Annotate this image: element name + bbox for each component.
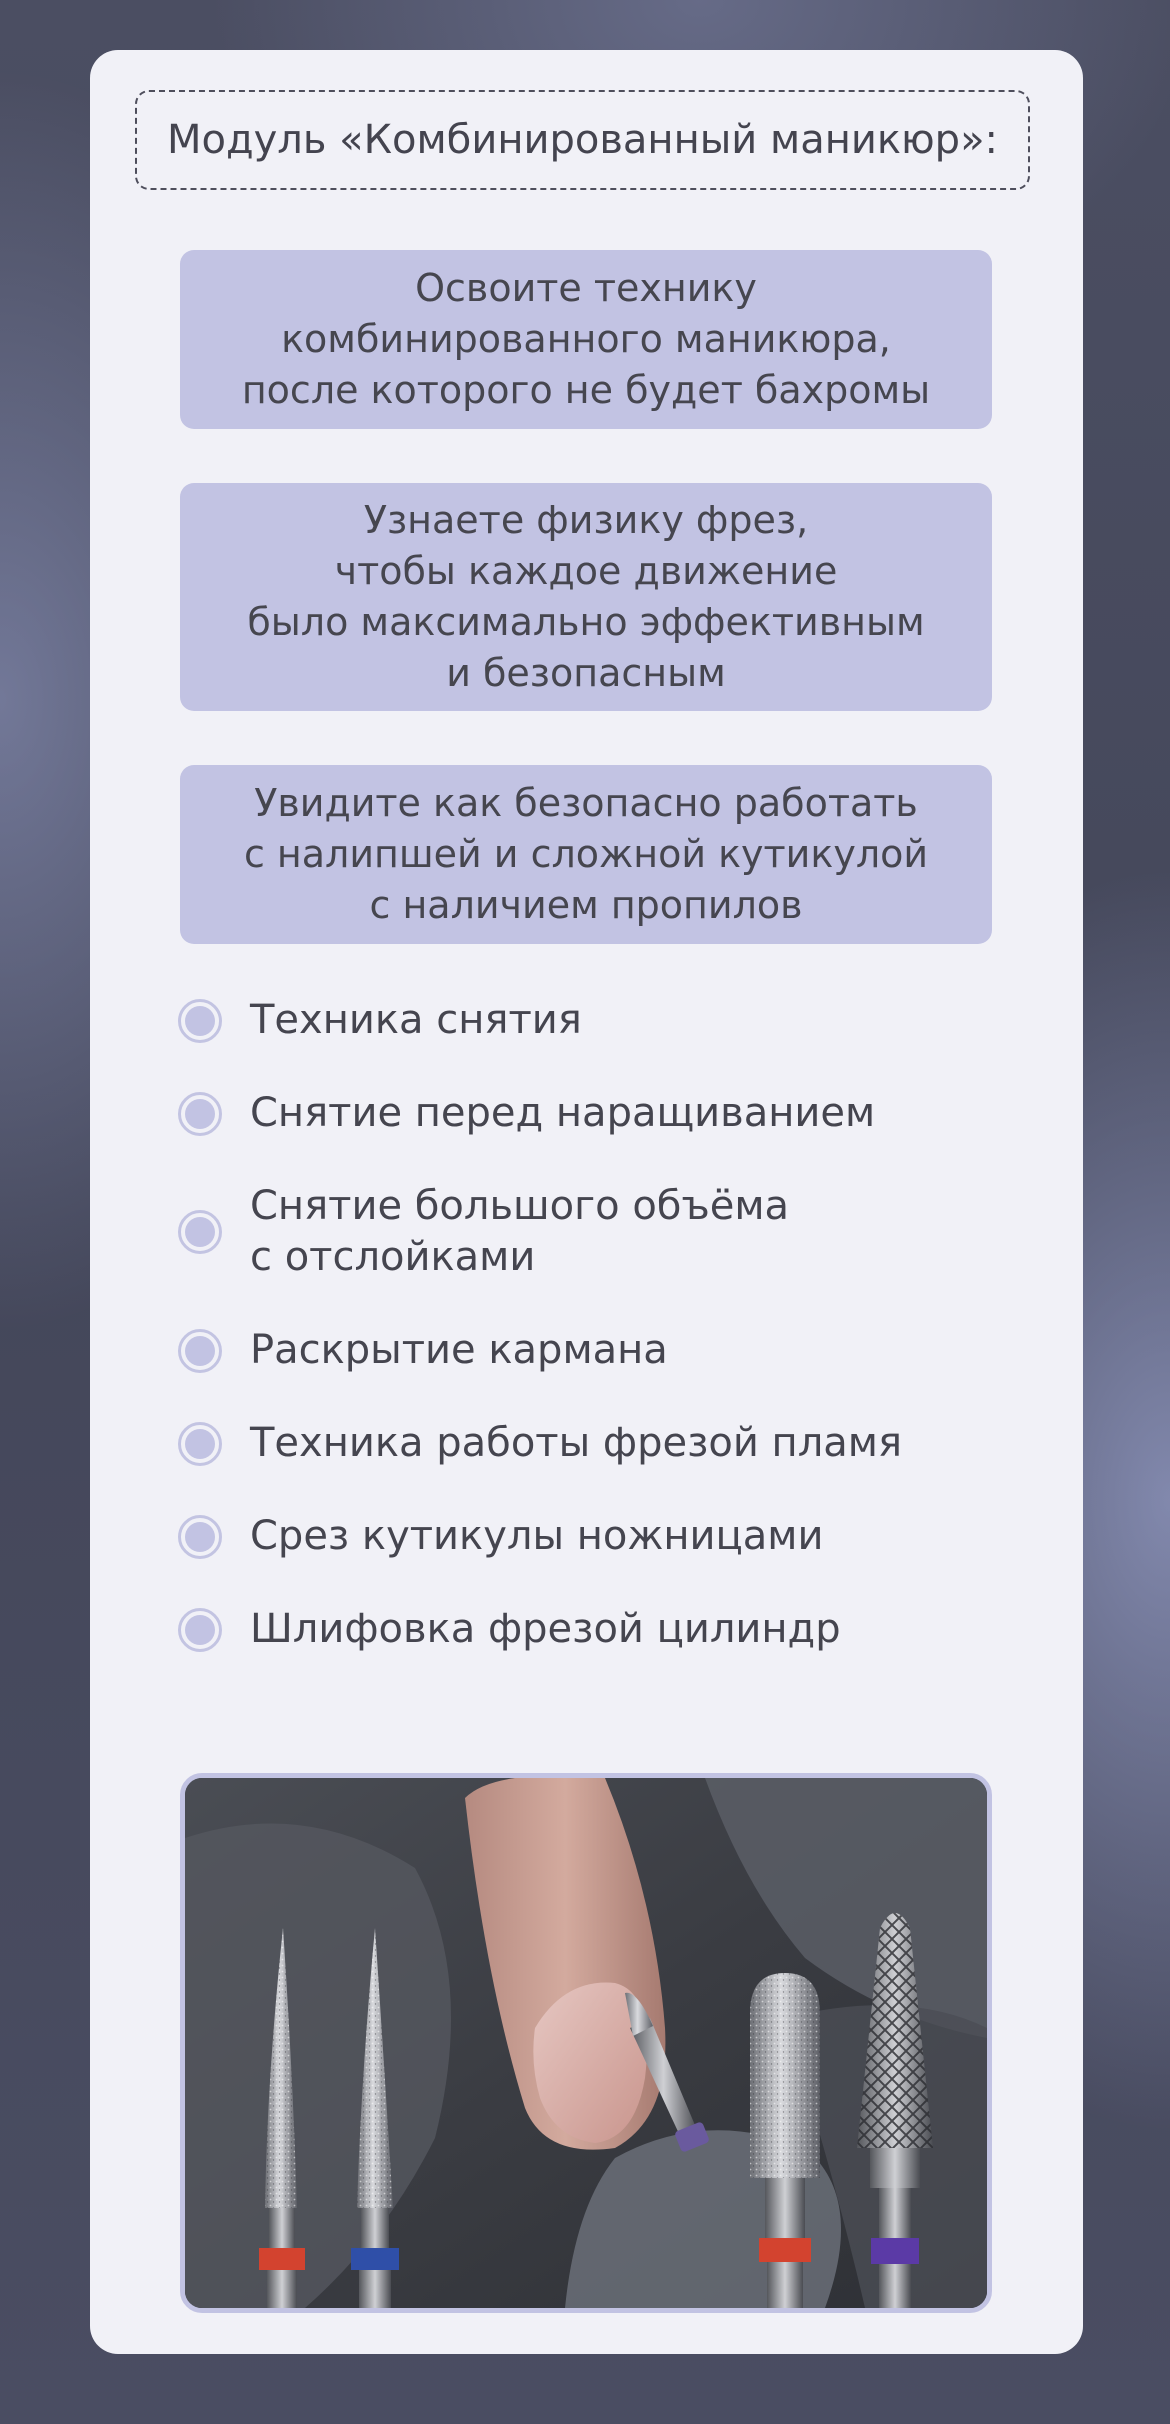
- feature-box-technique: Освоите технику комбинированного маникюра, после которого не будет бахромы: [180, 250, 992, 429]
- radio-bullet-icon: [178, 1092, 222, 1136]
- list-item-label: Срез кутикулы ножницами: [250, 1513, 824, 1559]
- radio-bullet-icon: [178, 1422, 222, 1466]
- list-item-label: Снятие большого объёма с отслойками: [250, 1183, 790, 1280]
- radio-bullet-icon: [178, 999, 222, 1043]
- feature-box-burr-physics: Узнаете физику фрез, чтобы каждое движение было максимально эффективным и безопасным: [180, 483, 992, 711]
- list-item: [178, 1181, 1038, 1283]
- feature-box-cuticle: Увидите как безопасно работать с налипшей и сложной кутикулой с наличием пропилов: [180, 765, 992, 944]
- list-item-label: Снятие перед наращиванием: [250, 1090, 876, 1136]
- list-item-label: Раскрытие кармана: [250, 1327, 668, 1373]
- manicure-photo: [180, 1773, 992, 2313]
- list-item: [178, 1418, 1038, 1469]
- list-item-label: Техника снятия: [250, 997, 582, 1043]
- list-item: [178, 1088, 1038, 1139]
- list-item-label: Техника работы фрезой пламя: [250, 1420, 903, 1466]
- radio-bullet-icon: [178, 1515, 222, 1559]
- topics-checklist: [178, 995, 1038, 1697]
- module-title: Модуль «Комбинированный маникюр»:: [135, 90, 1030, 190]
- radio-bullet-icon: [178, 1329, 222, 1373]
- list-item-label: Шлифовка фрезой цилиндр: [250, 1606, 841, 1652]
- list-item: [178, 1511, 1038, 1562]
- list-item: [178, 995, 1038, 1046]
- manicure-photo-illustration: [185, 1778, 987, 2308]
- radio-bullet-icon: [178, 1210, 222, 1254]
- radio-bullet-icon: [178, 1608, 222, 1652]
- list-item: [178, 1604, 1038, 1655]
- list-item: [178, 1325, 1038, 1376]
- module-card: [90, 50, 1083, 2354]
